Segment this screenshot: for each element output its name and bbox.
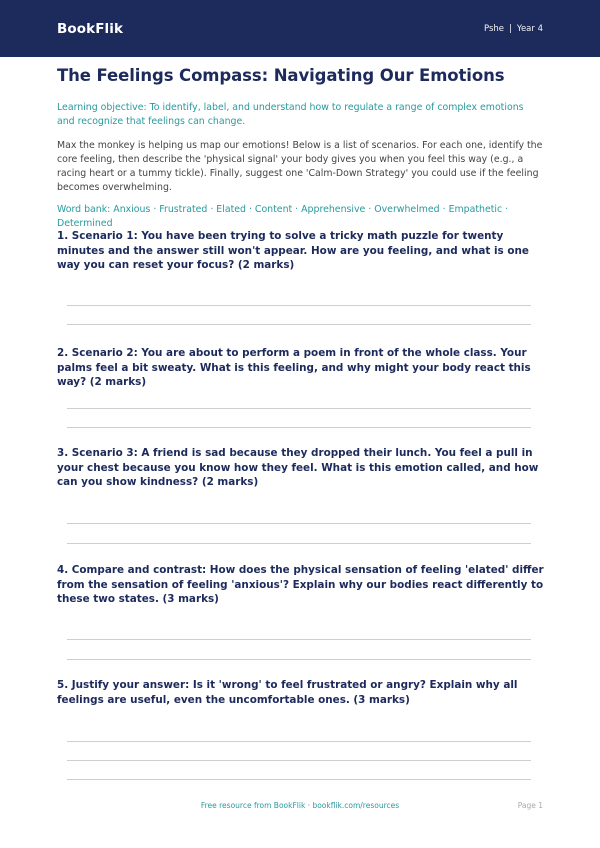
worksheet-intro <box>57 65 543 231</box>
answer-line[interactable] <box>67 779 531 780</box>
answer-line[interactable] <box>67 305 531 306</box>
answer-line[interactable] <box>67 760 531 761</box>
meta-separator: | <box>509 23 512 34</box>
question-text: 1. Scenario 1: You have been trying to solve a tricky math puzzle for twenty minutes and the answer still won't appear. How are you feeling, and what is one way you can reset your focus? (2 marks) <box>57 230 529 271</box>
question-4 <box>57 563 547 607</box>
word-bank: Word bank: Anxious · Frustrated · Elated · Content · Apprehensive · Overwhelmed · Empathetic · Determined <box>57 204 509 229</box>
answer-line[interactable] <box>67 741 531 742</box>
answer-line[interactable] <box>67 659 531 660</box>
question-1 <box>57 229 547 273</box>
question-5 <box>57 678 547 707</box>
header-bar <box>0 0 600 57</box>
question-text: 5. Justify your answer: Is it 'wrong' to feel frustrated or angry? Explain why all feelings are useful, even the uncomfortable ones. (3 marks) <box>57 679 518 706</box>
answer-line[interactable] <box>67 324 531 325</box>
year-label: Year 4 <box>516 23 543 34</box>
answer-line[interactable] <box>67 523 531 524</box>
brand-logo: BookFlik <box>57 20 124 37</box>
answer-line[interactable] <box>67 408 531 409</box>
answer-line[interactable] <box>67 639 531 640</box>
subject-label: Pshe <box>483 23 505 34</box>
answer-line[interactable] <box>67 427 531 428</box>
learning-objective: Learning objective: To identify, label, and understand how to regulate a range of complex emotions and recognize that feelings can change. <box>57 102 524 127</box>
instructions-text: Max the monkey is helping us map our emotions! Below is a list of scenarios. For each one, identify the core feeling, then describe the 'physical signal' your body gives you when you feel this way (e.g., a racing heart or a tummy tickle). Finally, suggest one 'Calm-Down Strategy' you could use if the feeling becomes overwhelming. <box>57 140 543 193</box>
question-text: 2. Scenario 2: You are about to perform a poem in front of the whole class. Your palms feel a bit sweaty. What is this feeling, and why might your body react this way? (2 marks) <box>57 347 531 388</box>
question-3 <box>57 446 547 490</box>
page-number: Page 1 <box>517 801 543 810</box>
footer <box>0 801 600 815</box>
header-meta <box>484 24 543 34</box>
question-text: 3. Scenario 3: A friend is sad because they dropped their lunch. You feel a pull in your chest because you know how they feel. What is this emotion called, and how can you show kindness? (2 marks) <box>57 447 539 488</box>
question-text: 4. Compare and contrast: How does the physical sensation of feeling 'elated' differ from the sensation of feeling 'anxious'? Explain why our bodies react differently to these two states. (3 marks) <box>57 564 544 605</box>
answer-line[interactable] <box>67 543 531 544</box>
question-2 <box>57 346 547 390</box>
footer-resource-link[interactable]: Free resource from BookFlik · bookflik.com/resources <box>200 801 400 810</box>
page-title: The Feelings Compass: Navigating Our Emotions <box>57 66 505 85</box>
